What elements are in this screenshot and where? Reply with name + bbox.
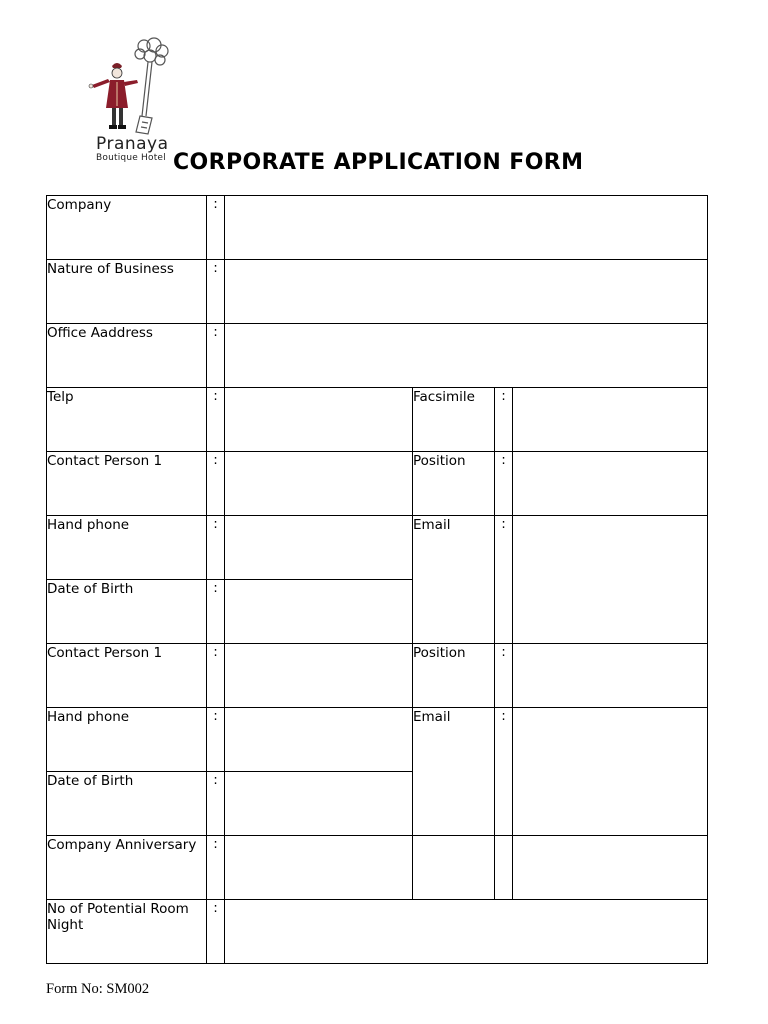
- company-anniversary-label: Company Anniversary: [47, 836, 207, 900]
- potential-room-night-field[interactable]: [225, 900, 708, 964]
- form-row-anniversary: [47, 836, 708, 900]
- telp-label: Telp: [47, 388, 207, 452]
- form-row-handphone-1: [47, 516, 708, 580]
- colon: :: [207, 324, 225, 388]
- form-row-contact-1: [47, 452, 708, 516]
- form-row-telp: [47, 388, 708, 452]
- form-row-address: [47, 324, 708, 388]
- form-row-contact-2: [47, 644, 708, 708]
- empty-label-cell: [413, 836, 495, 900]
- contact-person-1-label: Contact Person 1: [47, 452, 207, 516]
- application-form-table: [46, 195, 708, 964]
- date-of-birth-field[interactable]: [225, 772, 413, 836]
- form-row-company: [47, 196, 708, 260]
- colon: :: [207, 388, 225, 452]
- colon: :: [207, 836, 225, 900]
- colon: :: [207, 772, 225, 836]
- hand-phone-field[interactable]: [225, 708, 413, 772]
- logo-name: Pranaya: [96, 134, 169, 154]
- nature-of-business-field[interactable]: [225, 260, 708, 324]
- empty-colon-cell: [495, 836, 513, 900]
- company-label: Company: [47, 196, 207, 260]
- page-title: CORPORATE APPLICATION FORM: [173, 150, 584, 175]
- company-anniversary-field[interactable]: [225, 836, 413, 900]
- position-field[interactable]: [513, 452, 708, 516]
- empty-field-cell[interactable]: [513, 836, 708, 900]
- hand-phone-label: Hand phone: [47, 708, 207, 772]
- contact-person-1-field[interactable]: [225, 452, 413, 516]
- form-row-handphone-2: [47, 708, 708, 772]
- office-address-label: Office Aaddress: [47, 324, 207, 388]
- office-address-field[interactable]: [225, 324, 708, 388]
- colon: :: [207, 708, 225, 772]
- colon: :: [207, 260, 225, 324]
- colon: :: [495, 516, 513, 644]
- form-row-room-night: [47, 900, 708, 964]
- facsimile-label: Facsimile: [413, 388, 495, 452]
- date-of-birth-field[interactable]: [225, 580, 413, 644]
- doorman-key-illustration: [82, 36, 174, 136]
- position-field[interactable]: [513, 644, 708, 708]
- date-of-birth-label: Date of Birth: [47, 580, 207, 644]
- hand-phone-label: Hand phone: [47, 516, 207, 580]
- colon: :: [495, 452, 513, 516]
- email-field[interactable]: [513, 516, 708, 644]
- hand-phone-field[interactable]: [225, 516, 413, 580]
- form-row-nature: [47, 260, 708, 324]
- hotel-logo: [82, 36, 174, 168]
- colon: :: [207, 900, 225, 964]
- form-number: Form No: SM002: [46, 981, 150, 997]
- facsimile-field[interactable]: [513, 388, 708, 452]
- position-label: Position: [413, 644, 495, 708]
- colon: :: [207, 516, 225, 580]
- colon: :: [207, 580, 225, 644]
- email-label: Email: [413, 516, 495, 644]
- logo-subtitle: Boutique Hotel: [96, 153, 166, 163]
- email-field[interactable]: [513, 708, 708, 836]
- telp-field[interactable]: [225, 388, 413, 452]
- contact-person-2-label: Contact Person 1: [47, 644, 207, 708]
- colon: :: [207, 644, 225, 708]
- colon: :: [495, 388, 513, 452]
- colon: :: [495, 708, 513, 836]
- contact-person-2-field[interactable]: [225, 644, 413, 708]
- colon: :: [495, 644, 513, 708]
- colon: :: [207, 452, 225, 516]
- company-field[interactable]: [225, 196, 708, 260]
- colon: :: [207, 196, 225, 260]
- email-label: Email: [413, 708, 495, 836]
- position-label: Position: [413, 452, 495, 516]
- potential-room-night-label: No of Potential Room Night: [47, 900, 207, 964]
- date-of-birth-label: Date of Birth: [47, 772, 207, 836]
- nature-of-business-label: Nature of Business: [47, 260, 207, 324]
